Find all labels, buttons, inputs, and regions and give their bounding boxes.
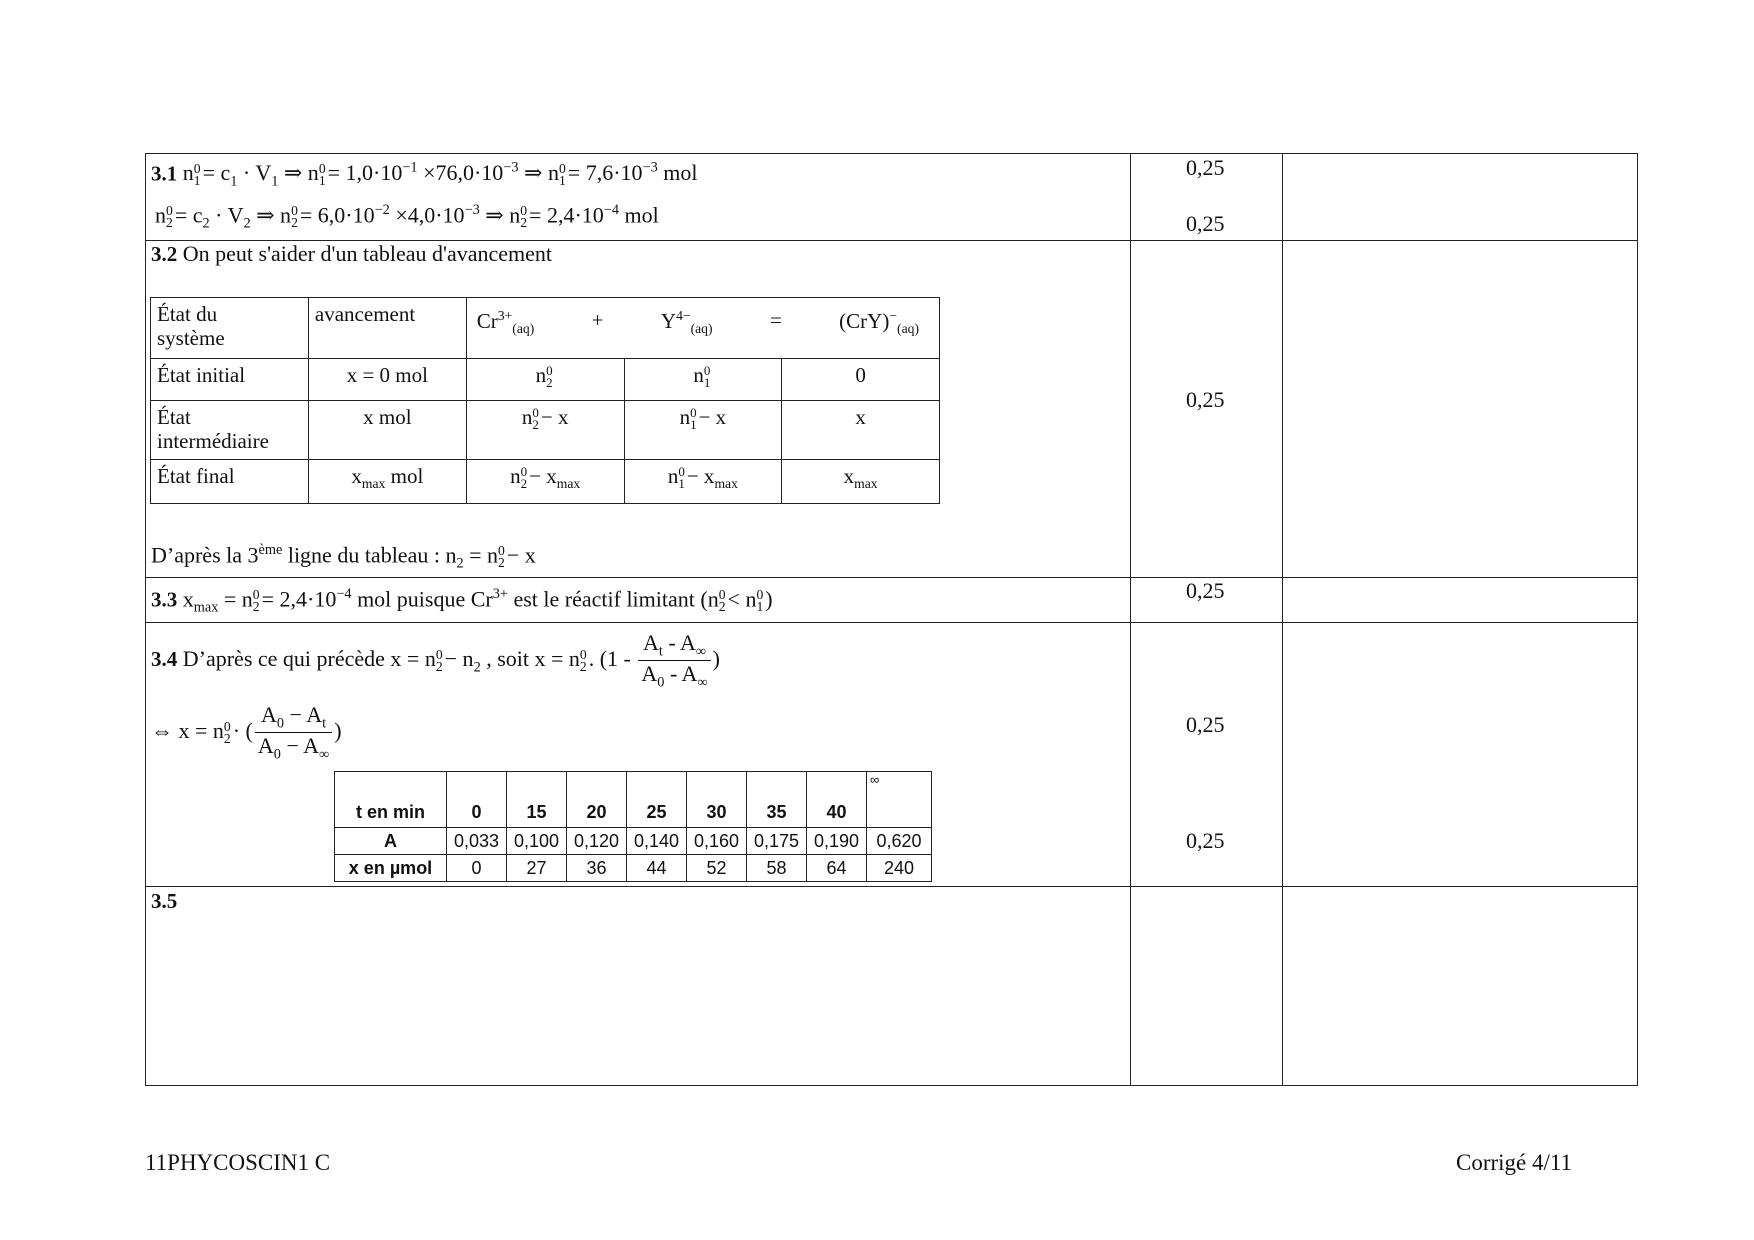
row-final-cr: n 0 2 − $x_{max}$ — [466, 460, 624, 504]
row-initial-y: n 0 1 — [624, 359, 782, 401]
row-x: x en µmol 0 27 36 44 52 58 64 240 — [335, 855, 932, 882]
q34-label: 3.4 — [151, 646, 178, 671]
measurement-table — [334, 771, 932, 882]
score-31b: 0,25 — [1186, 211, 1225, 236]
q32-label: 3.2 — [151, 242, 178, 266]
row-intermediate-cry: x — [782, 401, 940, 460]
row-final-cry: $x_{max}$ — [782, 460, 940, 504]
row-final-y: n 0 1 − $x_{max}$ — [624, 460, 782, 504]
row-initial-cry: 0 — [782, 359, 940, 401]
correction-grid — [145, 153, 1638, 1086]
q31-equation-1: n 0 1 = $c_1 \cdot V_1$ ⇒ n 0 1 = $1,0\cdot 10^{-1} \times 76,0\cdot 10^{-3}$ ⇒ n 0 1 = $7,6\cdot 10^{-3}$ mol — [182, 160, 698, 190]
label-x: x en µmol — [335, 855, 447, 882]
footer-code: 11PHYCOSCIN1 C — [145, 1150, 331, 1175]
q31-line2: n 0 2 = $c_2 \cdot V_2$ ⇒ n 0 2 = $6,0\cdot 10^{-2} \times 4,0\cdot 10^{-3}$ ⇒ n 0 2 = $2,4\cdot 10^{-4}$ mol — [155, 202, 659, 232]
row-initial-x: x = 0 mol — [308, 359, 466, 401]
fraction-1: $\frac{A_t - A_\infty}{A_0 - A_\infty}$ — [638, 630, 710, 692]
row-divider-34 — [145, 886, 1638, 887]
row-initial-label: État initial — [151, 359, 309, 401]
score-32: 0,25 — [1186, 387, 1225, 412]
row-divider-32 — [145, 577, 1638, 578]
row-time: t en min 0 15 20 25 30 35 40 ∞ — [335, 772, 932, 828]
q32-intro: On peut s'aider d'un tableau d'avancement — [182, 241, 553, 266]
footer-page: Corrigé 4/11 — [1456, 1150, 1573, 1175]
infinity-cell: ∞ — [867, 772, 932, 828]
score-33: 0,25 — [1186, 578, 1225, 603]
row-final-x: $x_{max}$ mol — [308, 460, 466, 504]
score-31a: 0,25 — [1186, 155, 1225, 180]
row-divider-33 — [145, 622, 1638, 623]
species-cry: $(CrY)^-_{(aq)}$ — [839, 308, 919, 337]
row-intermediate-cr: n 0 2 − x — [466, 401, 624, 460]
header-equation: $Cr^{3+}_{(aq)}$ + $Y^{4-}_{(aq)}$ = $(CrY)^-_{(aq)}$ — [466, 298, 939, 359]
species-y: $Y^{4-}_{(aq)}$ — [660, 308, 713, 337]
q34-line2: ⇔ x = n 0 2 · ( $\frac{A_0 - A_t}{A_0 - A_\infty}$ ) — [151, 702, 342, 763]
row-intermediate-y: n 0 1 − x — [624, 401, 782, 460]
header-progress: avancement — [308, 298, 466, 359]
q34-line1: 3.4 D’après ce qui précède x = n 0 2 − $n_2$ , soit x = n 0 2 . (1 - $\frac{A_t - A_\infty}{A_0 - A_\infty}$ ) — [151, 630, 720, 691]
fraction-2: $\frac{A_0 - A_t}{A_0 - A_\infty}$ — [255, 702, 332, 764]
q33-line: 3.3 $x_{max} = n$ 0 2 = $2,4\cdot 10^{-4}$ mol puisque $Cr^{3+}$ est le réactif limitant (n 0 2 < n 0 1 ) — [151, 586, 773, 616]
q31-label: 3.1 — [151, 161, 178, 186]
column-divider-score — [1130, 153, 1131, 1086]
q31-line1 — [151, 160, 697, 191]
q35-label: 3.5 — [151, 889, 178, 913]
reaction-progress-table — [150, 297, 940, 504]
row-initial-cr: n 0 2 — [466, 359, 624, 401]
row-intermediate-x: x mol — [308, 401, 466, 460]
q33-label: 3.3 — [151, 587, 178, 612]
row-final-label: État final — [151, 460, 309, 504]
header-state: État du système — [151, 298, 309, 359]
label-time: t en min — [335, 772, 447, 828]
q32-conclusion: D’après la 3ème ligne du tableau : $n_2 = n$ 0 2 − x — [151, 542, 536, 572]
row-intermediate-label: État intermédiaire — [151, 401, 309, 460]
label-absorbance: A — [335, 828, 447, 855]
q32-intro-line — [151, 241, 552, 267]
row-absorbance: A 0,033 0,100 0,120 0,140 0,160 0,175 0,190 0,620 — [335, 828, 932, 855]
species-cr: $Cr^{3+}_{(aq)}$ — [476, 308, 535, 337]
q35-line — [151, 888, 177, 914]
score-34a: 0,25 — [1186, 712, 1225, 737]
score-34b: 0,25 — [1186, 828, 1225, 853]
column-divider-remarks — [1282, 153, 1283, 1086]
